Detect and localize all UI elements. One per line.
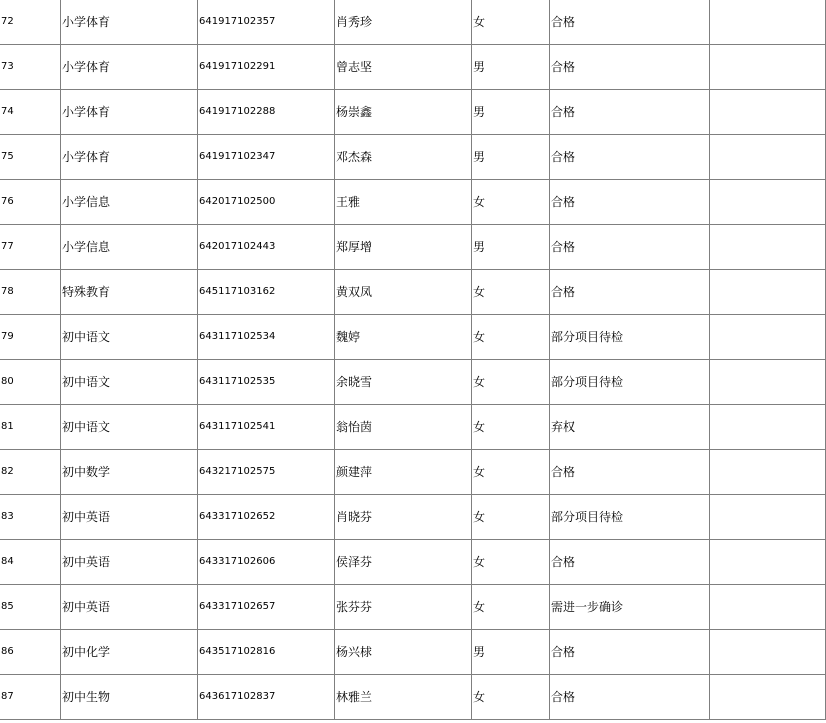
note-cell <box>710 225 826 270</box>
result-cell: 合格 <box>550 270 710 315</box>
candidate-id-cell: 643117102541 <box>198 405 335 450</box>
row-number-cell: 85 <box>0 585 61 630</box>
candidate-name-cell: 杨兴梂 <box>335 630 472 675</box>
result-cell: 合格 <box>550 225 710 270</box>
subject-cell: 小学信息 <box>61 225 198 270</box>
row-number-cell: 83 <box>0 495 61 540</box>
candidate-name-cell: 侯泽芬 <box>335 540 472 585</box>
table-row <box>0 450 826 495</box>
result-cell: 合格 <box>550 180 710 225</box>
candidate-id-cell: 642017102443 <box>198 225 335 270</box>
candidate-id-cell: 643117102534 <box>198 315 335 360</box>
result-cell: 合格 <box>550 540 710 585</box>
table-row <box>0 135 826 180</box>
candidate-id-cell: 643317102606 <box>198 540 335 585</box>
candidate-id-cell: 643317102657 <box>198 585 335 630</box>
row-number-cell: 74 <box>0 90 61 135</box>
candidate-id-cell: 641917102291 <box>198 45 335 90</box>
note-cell <box>710 405 826 450</box>
row-number-cell: 78 <box>0 270 61 315</box>
subject-cell: 初中英语 <box>61 495 198 540</box>
subject-cell: 初中化学 <box>61 630 198 675</box>
table-row <box>0 675 826 720</box>
candidate-name-cell: 颜建萍 <box>335 450 472 495</box>
note-cell <box>710 135 826 180</box>
subject-cell: 初中英语 <box>61 540 198 585</box>
note-cell <box>710 450 826 495</box>
result-cell: 合格 <box>550 675 710 720</box>
subject-cell: 初中数学 <box>61 450 198 495</box>
gender-cell: 女 <box>472 540 550 585</box>
gender-cell: 男 <box>472 90 550 135</box>
result-cell: 合格 <box>550 135 710 180</box>
row-number-cell: 80 <box>0 360 61 405</box>
table-row <box>0 315 826 360</box>
gender-cell: 男 <box>472 45 550 90</box>
table-row <box>0 180 826 225</box>
gender-cell: 男 <box>472 135 550 180</box>
result-cell: 部分项目待检 <box>550 315 710 360</box>
subject-cell: 初中语文 <box>61 405 198 450</box>
note-cell <box>710 0 826 45</box>
table-row <box>0 585 826 630</box>
subject-cell: 小学体育 <box>61 0 198 45</box>
subject-cell: 小学体育 <box>61 90 198 135</box>
table-row <box>0 495 826 540</box>
subject-cell: 小学体育 <box>61 45 198 90</box>
note-cell <box>710 315 826 360</box>
row-number-cell: 73 <box>0 45 61 90</box>
note-cell <box>710 675 826 720</box>
subject-cell: 初中生物 <box>61 675 198 720</box>
row-number-cell: 79 <box>0 315 61 360</box>
candidate-id-cell: 641917102357 <box>198 0 335 45</box>
table-row <box>0 90 826 135</box>
candidate-id-cell: 641917102347 <box>198 135 335 180</box>
row-number-cell: 84 <box>0 540 61 585</box>
row-number-cell: 86 <box>0 630 61 675</box>
gender-cell: 女 <box>472 0 550 45</box>
candidate-name-cell: 杨崇鑫 <box>335 90 472 135</box>
result-cell: 合格 <box>550 0 710 45</box>
candidate-id-cell: 641917102288 <box>198 90 335 135</box>
note-cell <box>710 495 826 540</box>
candidate-name-cell: 黄双凤 <box>335 270 472 315</box>
table-row <box>0 630 826 675</box>
result-cell: 部分项目待检 <box>550 495 710 540</box>
row-number-cell: 82 <box>0 450 61 495</box>
result-cell: 部分项目待检 <box>550 360 710 405</box>
candidate-name-cell: 翁怡茵 <box>335 405 472 450</box>
row-number-cell: 81 <box>0 405 61 450</box>
subject-cell: 小学体育 <box>61 135 198 180</box>
table-row <box>0 405 826 450</box>
subject-cell: 特殊教育 <box>61 270 198 315</box>
candidate-name-cell: 魏婷 <box>335 315 472 360</box>
gender-cell: 女 <box>472 585 550 630</box>
candidate-id-cell: 643117102535 <box>198 360 335 405</box>
result-cell: 需进一步确诊 <box>550 585 710 630</box>
note-cell <box>710 270 826 315</box>
result-cell: 合格 <box>550 630 710 675</box>
note-cell <box>710 360 826 405</box>
table-row <box>0 0 826 45</box>
gender-cell: 女 <box>472 450 550 495</box>
row-number-cell: 76 <box>0 180 61 225</box>
candidate-name-cell: 张芬芬 <box>335 585 472 630</box>
note-cell <box>710 630 826 675</box>
gender-cell: 男 <box>472 630 550 675</box>
gender-cell: 女 <box>472 315 550 360</box>
gender-cell: 女 <box>472 495 550 540</box>
row-number-cell: 72 <box>0 0 61 45</box>
candidate-id-cell: 642017102500 <box>198 180 335 225</box>
result-cell: 合格 <box>550 450 710 495</box>
table-row <box>0 225 826 270</box>
candidate-name-cell: 肖秀珍 <box>335 0 472 45</box>
candidate-id-cell: 643217102575 <box>198 450 335 495</box>
gender-cell: 女 <box>472 675 550 720</box>
note-cell <box>710 90 826 135</box>
candidate-name-cell: 肖晓芬 <box>335 495 472 540</box>
candidate-id-cell: 643617102837 <box>198 675 335 720</box>
row-number-cell: 87 <box>0 675 61 720</box>
subject-cell: 初中语文 <box>61 360 198 405</box>
gender-cell: 女 <box>472 180 550 225</box>
table-row <box>0 540 826 585</box>
candidate-id-cell: 645117103162 <box>198 270 335 315</box>
row-number-cell: 77 <box>0 225 61 270</box>
result-cell: 弃权 <box>550 405 710 450</box>
candidate-id-cell: 643517102816 <box>198 630 335 675</box>
row-number-cell: 75 <box>0 135 61 180</box>
gender-cell: 男 <box>472 225 550 270</box>
note-cell <box>710 45 826 90</box>
result-cell: 合格 <box>550 45 710 90</box>
candidate-id-cell: 643317102652 <box>198 495 335 540</box>
subject-cell: 小学信息 <box>61 180 198 225</box>
result-cell: 合格 <box>550 90 710 135</box>
candidate-name-cell: 林雅兰 <box>335 675 472 720</box>
table-row <box>0 360 826 405</box>
gender-cell: 女 <box>472 360 550 405</box>
gender-cell: 女 <box>472 405 550 450</box>
subject-cell: 初中语文 <box>61 315 198 360</box>
note-cell <box>710 540 826 585</box>
table-row <box>0 45 826 90</box>
note-cell <box>710 585 826 630</box>
gender-cell: 女 <box>472 270 550 315</box>
candidate-name-cell: 邓杰森 <box>335 135 472 180</box>
candidate-name-cell: 曾志坚 <box>335 45 472 90</box>
note-cell <box>710 180 826 225</box>
candidate-name-cell: 余晓雪 <box>335 360 472 405</box>
candidate-name-cell: 郑厚增 <box>335 225 472 270</box>
candidate-name-cell: 王雅 <box>335 180 472 225</box>
subject-cell: 初中英语 <box>61 585 198 630</box>
table-row <box>0 270 826 315</box>
